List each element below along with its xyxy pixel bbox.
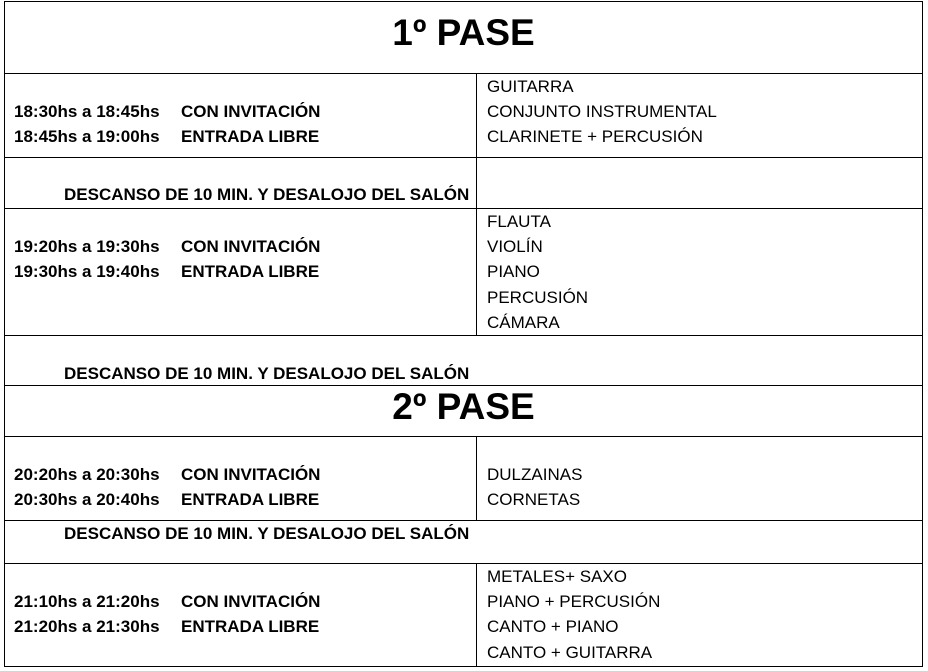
access-type: CON INVITACIÓN	[181, 592, 321, 611]
time-range: 19:30hs a 19:40hs	[14, 262, 160, 281]
instrument-item: CANTO + GUITARRA	[487, 642, 653, 662]
access-type: ENTRADA LIBRE	[181, 127, 320, 146]
pase-title: 2º PASE	[392, 386, 535, 427]
column-divider	[476, 563, 477, 667]
time-range: 18:30hs a 18:45hs	[14, 102, 160, 121]
instrument-item: CORNETAS	[487, 490, 581, 510]
instrument-list	[487, 209, 588, 335]
break-notice: DESCANSO DE 10 MIN. Y DESALOJO DEL SALÓN	[64, 185, 470, 204]
row-divider	[4, 157, 923, 158]
break-notice: DESCANSO DE 10 MIN. Y DESALOJO DEL SALÓN	[64, 524, 470, 543]
time-slot-row	[14, 124, 320, 149]
time-slot-row	[14, 614, 320, 639]
instrument-item: METALES+ SAXO	[487, 567, 627, 586]
time-slots	[14, 234, 320, 284]
time-range: 20:20hs a 20:30hs	[14, 465, 160, 484]
row-divider	[4, 208, 923, 209]
table-border-right	[922, 1, 923, 667]
time-range: 21:10hs a 21:20hs	[14, 592, 160, 611]
time-slot-row	[14, 99, 320, 124]
instrument-item: CLARINETE + PERCUSIÓN	[487, 127, 703, 147]
table-border-top	[4, 1, 923, 2]
access-type: ENTRADA LIBRE	[181, 262, 320, 281]
time-slot-row	[14, 589, 320, 614]
access-type: CON INVITACIÓN	[181, 465, 321, 484]
row-divider	[4, 436, 923, 437]
instrument-list	[487, 74, 717, 150]
time-range: 18:45hs a 19:00hs	[14, 127, 160, 146]
time-slot-row	[14, 487, 320, 512]
instrument-list	[487, 462, 582, 512]
row-divider	[4, 563, 923, 564]
instrument-item: PIANO + PERCUSIÓN	[487, 592, 661, 612]
instrument-item: DULZAINAS	[487, 465, 583, 484]
instrument-item: VIOLÍN	[487, 237, 543, 257]
instrument-item: CÁMARA	[487, 312, 560, 332]
time-range: 20:30hs a 20:40hs	[14, 490, 160, 509]
row-divider	[4, 335, 923, 336]
instrument-item: CONJUNTO INSTRUMENTAL	[487, 102, 717, 122]
instrument-item: PIANO	[487, 262, 540, 282]
access-type: CON INVITACIÓN	[181, 237, 321, 256]
instrument-item: GUITARRA	[487, 77, 574, 96]
time-slots	[14, 99, 320, 149]
time-slot-row	[14, 259, 320, 284]
schedule-table	[4, 1, 923, 667]
column-divider	[476, 208, 477, 335]
instrument-item: PERCUSIÓN	[487, 287, 589, 307]
pase-title: 1º PASE	[392, 12, 535, 53]
time-slot-row	[14, 462, 320, 487]
table-border-bottom	[4, 666, 923, 667]
instrument-item: CANTO + PIANO	[487, 617, 619, 637]
break-notice: DESCANSO DE 10 MIN. Y DESALOJO DEL SALÓN	[64, 364, 470, 383]
instrument-item: FLAUTA	[487, 212, 551, 231]
time-slot-row	[14, 234, 320, 259]
time-slots	[14, 462, 320, 512]
column-divider	[476, 73, 477, 208]
table-border-left	[4, 1, 5, 667]
time-range: 21:20hs a 21:30hs	[14, 617, 160, 636]
row-divider	[4, 73, 923, 74]
time-range: 19:20hs a 19:30hs	[14, 237, 160, 256]
instrument-list	[487, 564, 660, 665]
row-divider	[4, 520, 923, 521]
column-divider	[476, 436, 477, 520]
access-type: ENTRADA LIBRE	[181, 490, 320, 509]
time-slots	[14, 589, 320, 639]
access-type: ENTRADA LIBRE	[181, 617, 320, 636]
access-type: CON INVITACIÓN	[181, 102, 321, 121]
